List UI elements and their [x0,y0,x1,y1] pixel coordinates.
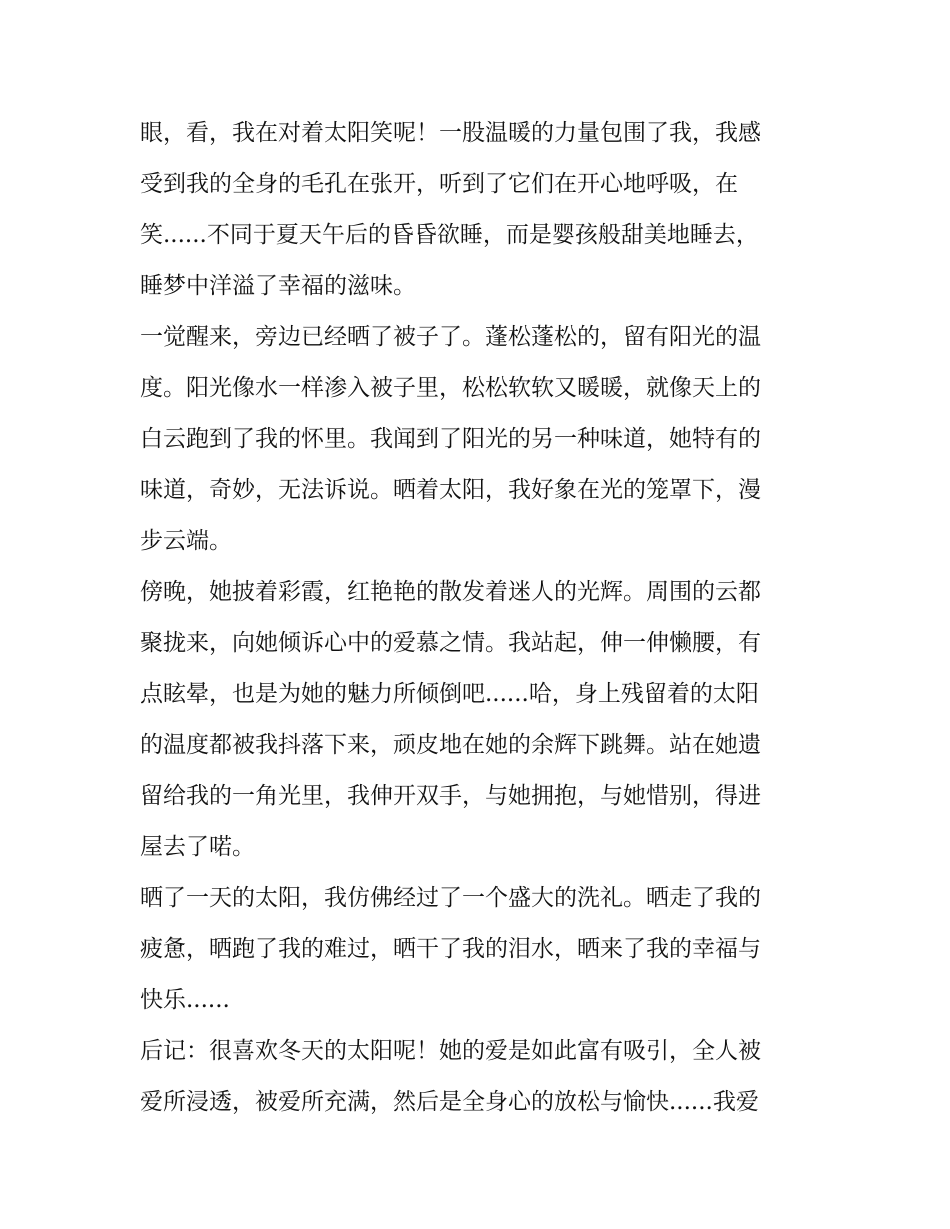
text-line: 后记：很喜欢冬天的太阳呢！她的爱是如此富有吸引，全人被 [140,1038,761,1064]
text-line: 爱所浸透，被爱所充满，然后是全身心的放松与愉快......我爱 [140,1089,759,1115]
text-line: 笑......不同于夏天午后的昏昏欲睡，而是婴孩般甜美地睡去， [140,222,759,248]
text-line: 一觉醒来，旁边已经晒了被子了。蓬松蓬松的，留有阳光的温 [140,324,761,350]
text-line: 白云跑到了我的怀里。我闻到了阳光的另一种味道，她特有的 [140,426,761,452]
text-line: 聚拢来，向她倾诉心中的爱慕之情。我站起，伸一伸懒腰，有 [140,630,761,656]
essay-text [140,108,820,1128]
text-line: 度。阳光像水一样渗入被子里，松松软软又暖暖，就像天上的 [140,375,761,401]
text-line: 留给我的一角光里，我伸开双手，与她拥抱，与她惜别，得进 [140,783,761,809]
text-line: 快乐...... [140,987,230,1013]
text-line: 点眩晕，也是为她的魅力所倾倒吧......哈，身上残留着的太阳 [140,681,759,707]
text-line: 味道，奇妙，无法诉说。晒着太阳，我好象在光的笼罩下，漫 [140,477,761,503]
text-line: 晒了一天的太阳，我仿佛经过了一个盛大的洗礼。晒走了我的 [140,885,761,911]
text-line: 的温度都被我抖落下来，顽皮地在她的余辉下跳舞。站在她遗 [140,732,761,758]
text-line: 步云端。 [140,528,232,554]
text-line: 眼，看，我在对着太阳笑呢！一股温暖的力量包围了我，我感 [140,120,761,146]
text-line: 睡梦中洋溢了幸福的滋味。 [140,273,416,299]
text-line: 傍晚，她披着彩霞，红艳艳的散发着迷人的光辉。周围的云都 [140,579,761,605]
text-line: 疲惫，晒跑了我的难过，晒干了我的泪水，晒来了我的幸福与 [140,936,761,962]
text-line: 受到我的全身的毛孔在张开，听到了它们在开心地呼吸，在 [140,171,738,197]
text-line: 屋去了喏。 [140,834,255,860]
